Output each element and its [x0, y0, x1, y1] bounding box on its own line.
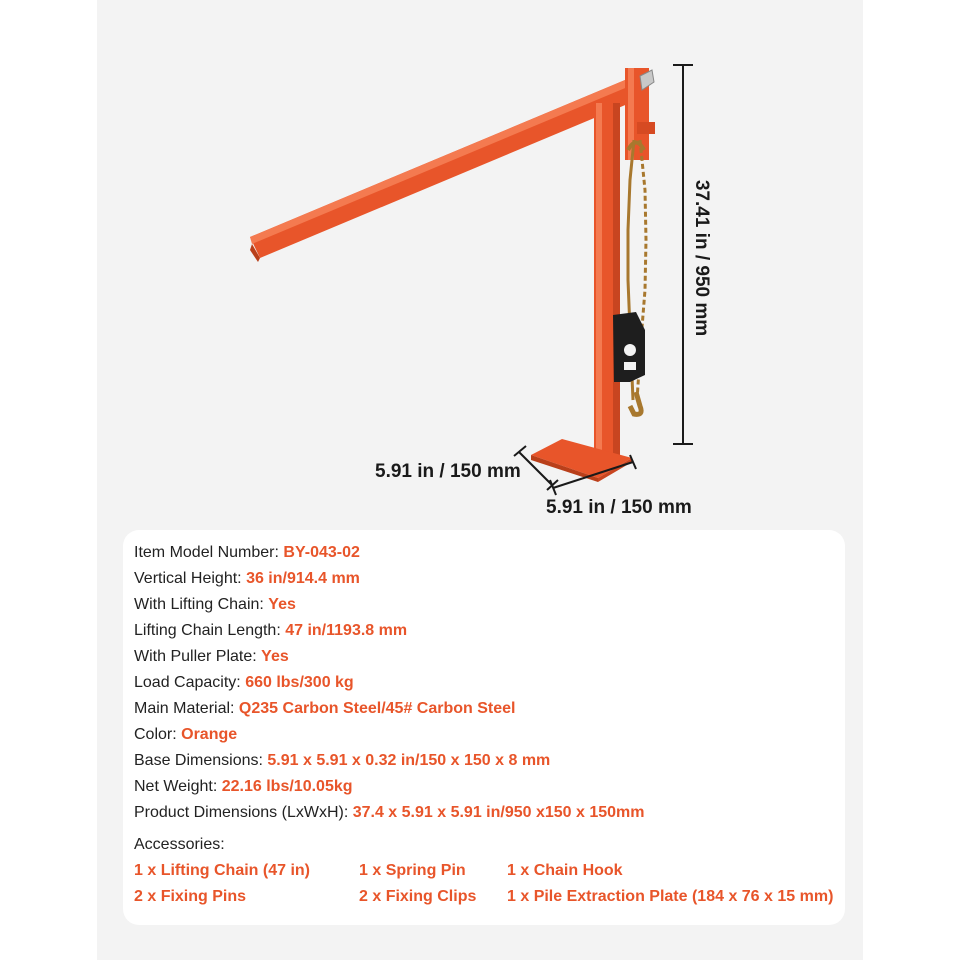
spec-row-vertical-height: Vertical Height: 36 in/914.4 mm — [134, 570, 360, 587]
handle-bar — [250, 80, 642, 262]
spec-row-color: Color: Orange — [134, 726, 238, 743]
accessory-item: 2 x Fixing Pins — [134, 888, 247, 905]
accessory-item: 1 x Chain Hook — [507, 862, 623, 879]
specifications-card — [123, 530, 845, 925]
accessory-item: 1 x Pile Extraction Plate (184 x 76 x 15 mm) — [507, 888, 834, 905]
height-dimension-label: 37.41 in / 950 mm — [691, 179, 712, 337]
depth-dimension-label: 5.91 in / 150 mm — [375, 461, 521, 482]
spec-row-model: Item Model Number: BY-043-02 — [134, 544, 360, 561]
spec-row-puller-plate: With Puller Plate: Yes — [134, 648, 289, 665]
spec-row-net-weight: Net Weight: 22.16 lbs/10.05kg — [134, 778, 353, 795]
accessory-item: 1 x Spring Pin — [359, 862, 466, 879]
spec-row-main-material: Main Material: Q235 Carbon Steel/45# Carbon Steel — [134, 700, 516, 717]
pile-extraction-plate — [613, 312, 645, 382]
width-dimension-label: 5.91 in / 150 mm — [546, 497, 692, 518]
spec-row-load-capacity: Load Capacity: 660 lbs/300 kg — [134, 674, 354, 691]
spec-row-chain-length: Lifting Chain Length: 47 in/1193.8 mm — [134, 622, 408, 639]
vertical-post — [594, 103, 620, 455]
accessory-item: 2 x Fixing Clips — [359, 888, 477, 905]
spec-row-product-dimensions: Product Dimensions (LxWxH): 37.4 x 5.91 x 5.91 in/950 x150 x 150mm — [134, 804, 645, 821]
accessories-title: Accessories: — [134, 836, 225, 853]
spec-row-base-dimensions: Base Dimensions: 5.91 x 5.91 x 0.32 in/150 x 150 x 8 mm — [134, 752, 551, 769]
spec-row-lifting-chain: With Lifting Chain: Yes — [134, 596, 296, 613]
accessory-item: 1 x Lifting Chain (47 in) — [134, 862, 311, 879]
